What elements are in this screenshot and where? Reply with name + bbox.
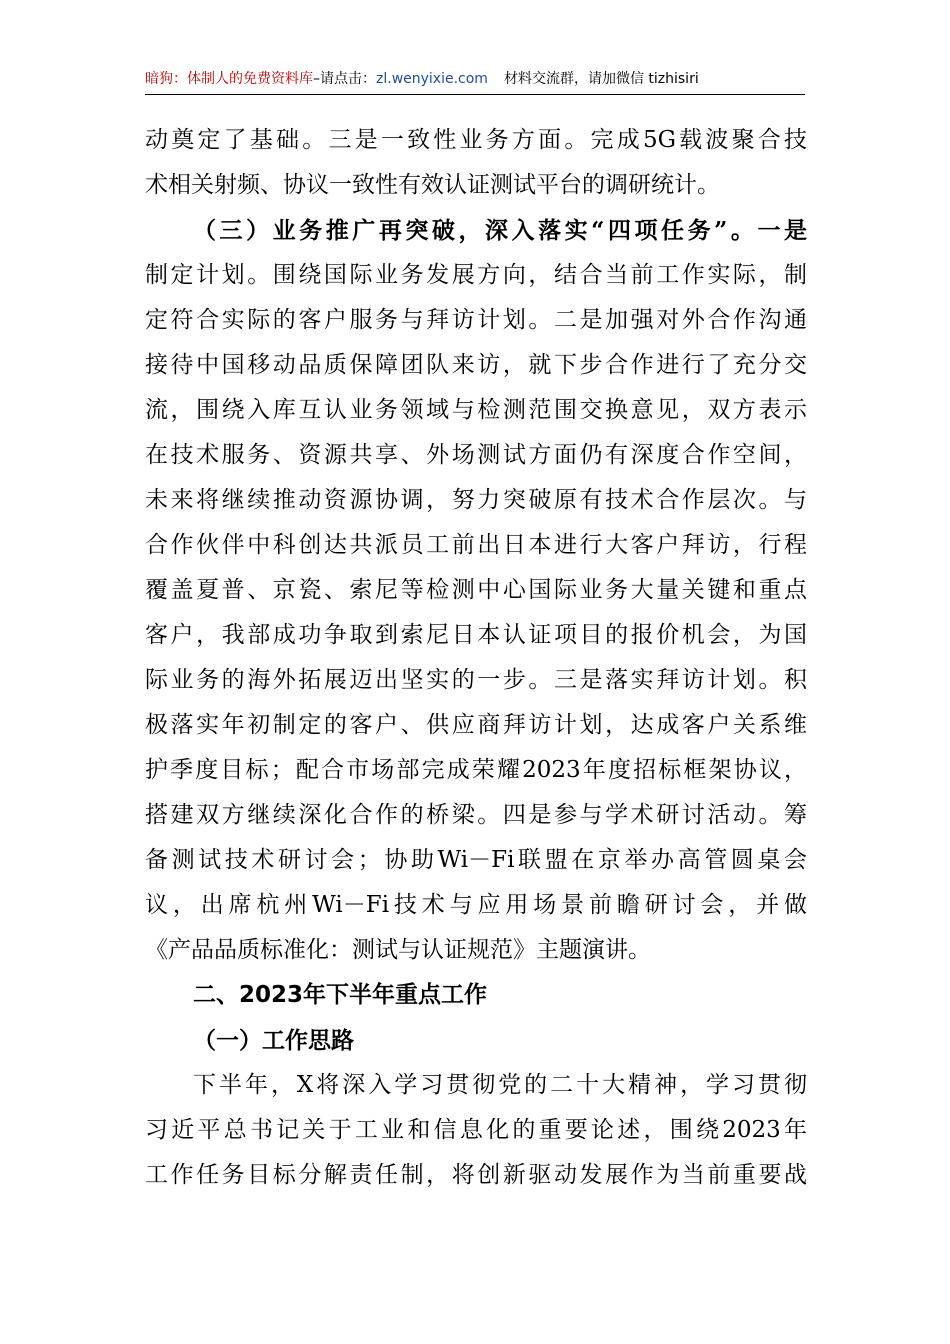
text-line: 议，出席杭州Wi－Fi技术与应用场景前瞻研讨会，并做 [145,892,807,918]
text-line: 护季度目标；配合市场部完成荣耀2023年度招标框架协议， [145,757,807,783]
text-line: 术相关射频、协议一致性有效认证测试平台的调研统计。 [145,172,720,198]
text-line: 习近平总书记关于工业和信息化的重要论述，围绕2023年 [145,1117,807,1143]
text-line: 覆盖夏普、京瓷、索尼等检测中心国际业务大量关键和重点 [145,577,807,603]
document-body [145,118,807,1198]
text-line: 下半年，X将深入学习贯彻党的二十大精神，学习贯彻 [193,1072,807,1098]
text-line: 际业务的海外拓展迈出坚实的一步。三是落实拜访计划。积 [145,667,807,693]
section-heading: 二、2023年下半年重点工作 [193,982,488,1008]
header-brand: 暗狗：体制人的免费资料库 [145,71,313,87]
subsection-heading: （一）工作思路 [193,1027,354,1054]
text-line: 《产品品质标准化：测试与认证规范》主题演讲。 [145,937,651,963]
text-line: 在技术服务、资源共享、外场测试方面仍有深度合作空间， [145,442,807,468]
section-lead-line: （三）业务推广再突破，深入落实“四项任务”。一是 [193,217,807,244]
text-line: 工作任务目标分解责任制，将创新驱动发展作为当前重要战 [145,1162,807,1188]
header-click-prompt: –请点击： [313,71,376,87]
text-line: 客户，我部成功争取到索尼日本认证项目的报价机会，为国 [145,622,807,648]
page-header [145,68,805,95]
text-line: 流，围绕入库互认业务领域与检测范围交换意见，双方表示 [145,397,807,423]
text-line: 搭建双方继续深化合作的桥梁。四是参与学术研讨活动。筹 [145,802,807,828]
header-contact: 材料交流群，请加微信 tizhisiri [503,71,699,87]
header-url-link[interactable]: zl.wenyixie.com [376,71,488,87]
text-line: 合作伙伴中科创达共派员工前出日本进行大客户拜访，行程 [145,532,807,558]
text-line: 未来将继续推动资源协调，努力突破原有技术合作层次。与 [145,487,807,513]
text-line: 极落实年初制定的客户、供应商拜访计划，达成客户关系维 [145,712,807,738]
text-line: 接待中国移动品质保障团队来访，就下步合作进行了充分交 [145,352,807,378]
text-line: 定符合实际的客户服务与拜访计划。二是加强对外合作沟通 [145,307,807,333]
text-line: 备测试技术研讨会；协助Wi－Fi联盟在京举办高管圆桌会 [145,847,807,873]
text-line: 动奠定了基础。三是一致性业务方面。完成5G载波聚合技 [145,127,807,153]
text-line: 制定计划。围绕国际业务发展方向，结合当前工作实际，制 [145,262,807,288]
